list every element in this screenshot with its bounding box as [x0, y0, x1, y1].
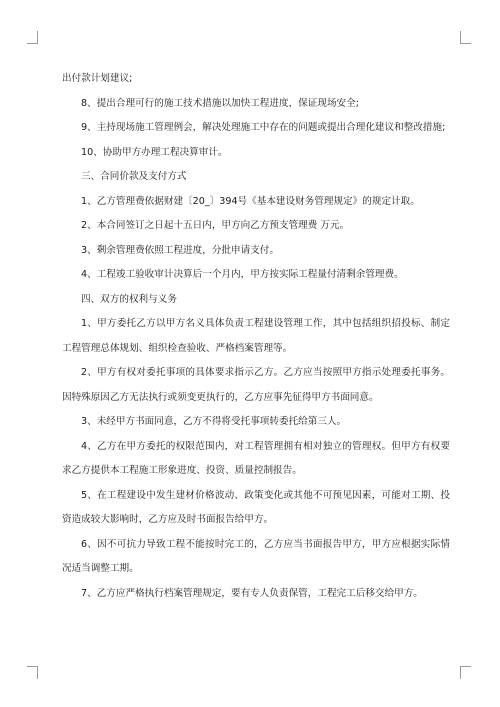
crop-mark-bottom-right — [460, 666, 471, 679]
crop-mark-top-left — [27, 31, 38, 44]
paragraph-continuation: 出付款计划建议; — [62, 73, 133, 84]
paragraph-item-10: 10、协助甲方办理工程决算审计。 — [81, 146, 228, 158]
paragraph-4-3: 3、未经甲方书面同意，乙方不得将受托事项转委托给第三人。 — [81, 416, 347, 427]
paragraph-3-3: 3、剩余管理费依照工程进度，分批申请支付。 — [81, 244, 279, 256]
section-heading-3: 三、合同价款及支付方式 — [81, 171, 187, 182]
paragraph-4-2: 2、甲方有权对委托事项的具体要求指示乙方。乙方应当按照甲方指示处理委托事务。因特殊原因乙方无法执行或须变更执行的，乙方应事先征得甲方书面同意。 — [62, 367, 450, 403]
paragraph-item-8: 8、提出合理可行的施工技术措施以加快工程进度，保证现场安全; — [81, 97, 359, 109]
paragraph-3-4: 4、工程竣工验收审计决算后一个月内，甲方按实际工程量付清剩余管理费。 — [81, 269, 404, 280]
paragraph-item-9: 9、主持现场施工管理例会，解决处理施工中存在的问题或提出合理化建议和整改措施; — [81, 122, 446, 133]
crop-mark-bottom-left — [27, 666, 38, 679]
section-heading-4: 四、双方的权利与义务 — [81, 293, 177, 305]
paragraph-4-7: 7、乙方应严格执行档案管理规定，要有专人负责保管，工程完工后移交给甲方。 — [81, 587, 423, 599]
paragraph-4-5: 5、在工程建设中发生建材价格波动、政策变化或其他不可预见因素，可能对工期、投资造成较大影响时，乙方应及时书面报告给甲方。 — [62, 489, 450, 525]
crop-mark-top-right — [460, 31, 471, 44]
paragraph-4-1: 1、甲方委托乙方以甲方名义具体负责工程建设管理工作，其中包括组织招投标、制定工程管理总体规划、组织检查验收、严格档案管理等。 — [62, 318, 450, 354]
paragraph-4-4: 4、乙方在甲方委托的权限范围内，对工程管理拥有相对独立的管理权。但甲方有权要求乙方提供本工程施工形象进度、投资、质量控制报告。 — [62, 440, 450, 476]
paragraph-4-6: 6、因不可抗力导致工程不能按时完工的，乙方应当书面报告甲方，甲方应根据实际情况适当调整工期。 — [62, 538, 450, 574]
paragraph-3-2: 2、本合同签订之日起十五日内，甲方向乙方预支管理费 万元。 — [81, 220, 350, 231]
document-body — [62, 67, 450, 606]
paragraph-3-1: 1、乙方管理费依据财建〔20_〕394号《基本建设财务管理规定》的规定计取。 — [81, 195, 420, 207]
